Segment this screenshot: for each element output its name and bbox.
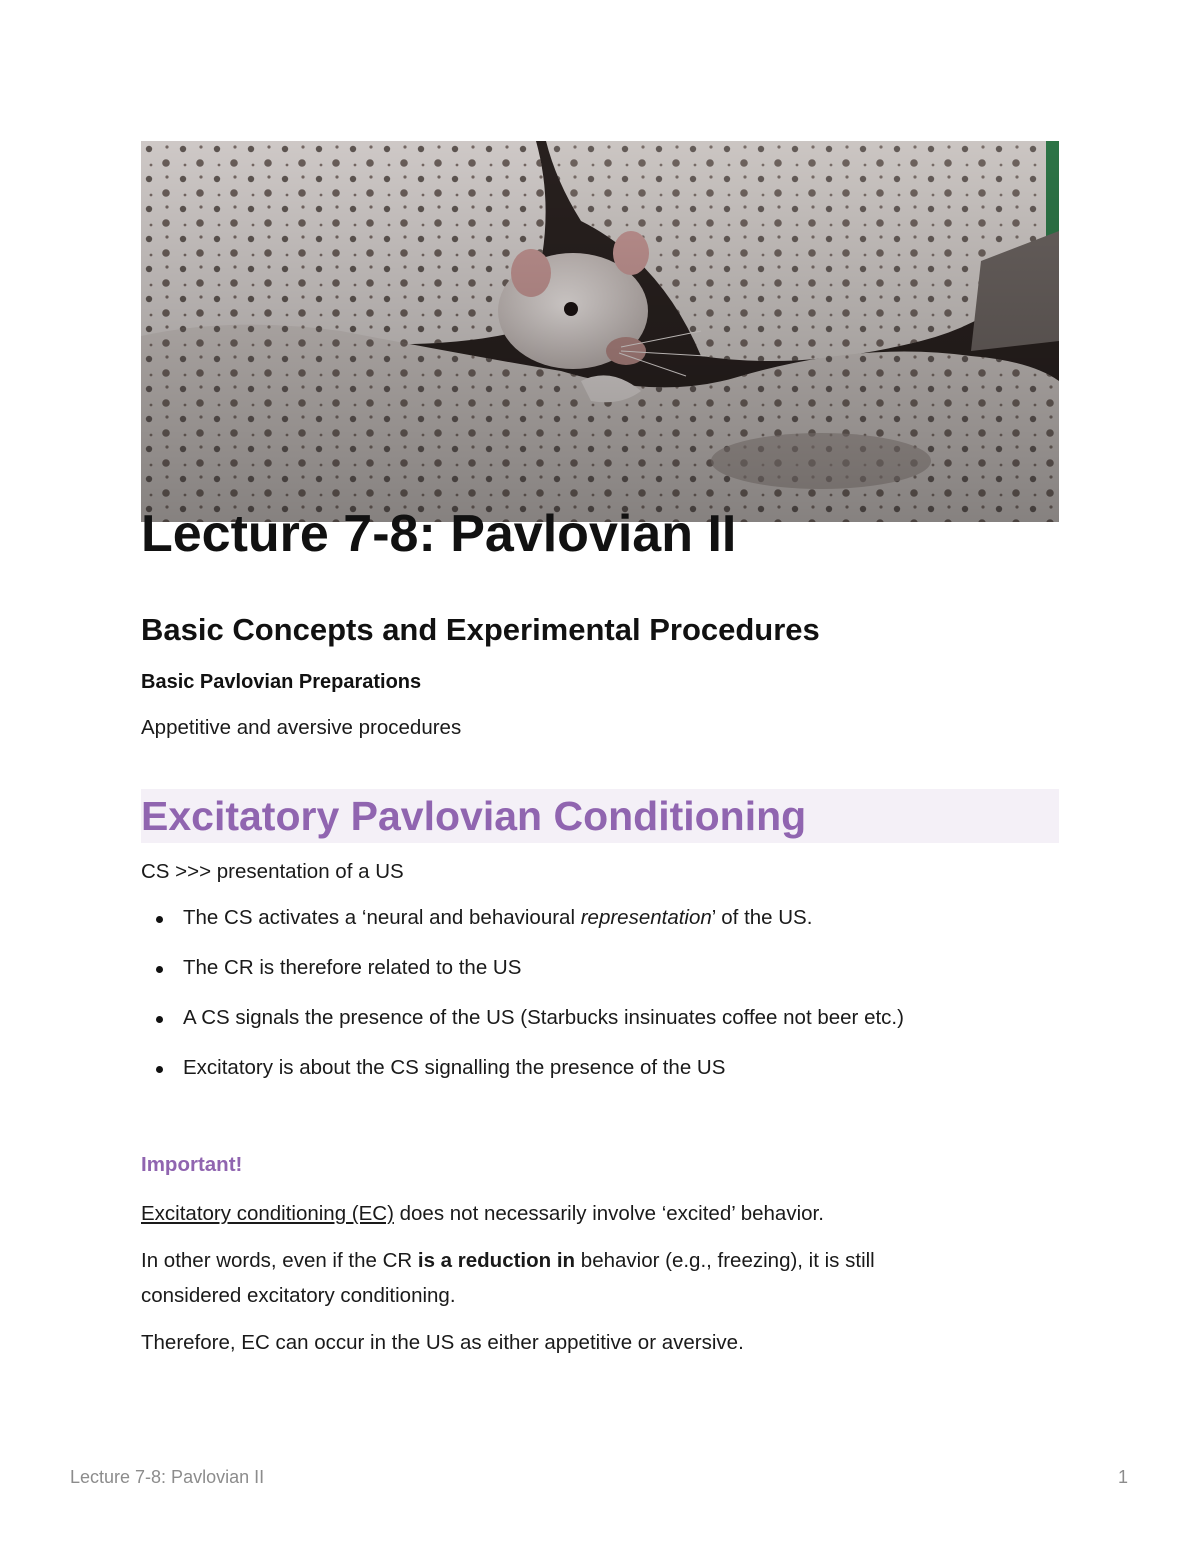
underlined-term: Excitatory conditioning (EC) xyxy=(141,1202,394,1225)
list-item-text: The CR is therefore related to the US xyxy=(183,956,522,979)
callout-label-important: Important! xyxy=(141,1153,243,1176)
section-heading-basic-concepts: Basic Concepts and Experimental Procedures xyxy=(141,612,820,647)
cover-image xyxy=(141,141,1059,522)
bullet-icon xyxy=(156,966,163,973)
list-item-text: Excitatory is about the CS signalling the presence of the US xyxy=(183,1056,726,1079)
bullet-list xyxy=(141,900,1059,1100)
cover-photo-illustration xyxy=(141,141,1059,522)
paragraph-text: behavior (e.g., freezing), it is still xyxy=(575,1249,875,1272)
list-item-text-before: The CS activates a ‘neural and behavioural xyxy=(183,906,581,929)
paragraph-cs-intro: CS >>> presentation of a US xyxy=(141,860,404,883)
footer-title: Lecture 7-8: Pavlovian II xyxy=(70,1467,265,1487)
paragraph-therefore: Therefore, EC can occur in the US as either appetitive or aversive. xyxy=(141,1331,744,1354)
bullet-icon xyxy=(156,916,163,923)
paragraph-procedures: Appetitive and aversive procedures xyxy=(141,716,462,739)
paragraph-text: does not necessarily involve ‘excited’ behavior. xyxy=(393,1202,824,1225)
bullet-icon xyxy=(156,1016,163,1023)
document-title: Lecture 7-8: Pavlovian II xyxy=(141,505,737,563)
page-number: 1 xyxy=(1117,1467,1128,1487)
list-item xyxy=(141,1000,1059,1050)
list-item xyxy=(141,900,1059,950)
list-item-italic: representation xyxy=(580,906,712,929)
list-item-text-after: ’ of the US. xyxy=(711,906,813,929)
list-item-text: A CS signals the presence of the US (Starbucks insinuates coffee not beer etc.) xyxy=(183,1006,904,1029)
bullet-icon xyxy=(156,1066,163,1073)
paragraph-text: considered excitatory conditioning. xyxy=(141,1284,456,1307)
paragraph-ec-definition xyxy=(141,1196,824,1231)
bold-phrase: is a reduction in xyxy=(417,1249,576,1272)
list-item xyxy=(141,950,1059,1000)
paragraph-text: In other words, even if the CR xyxy=(141,1249,418,1272)
subheading-basic-preparations: Basic Pavlovian Preparations xyxy=(141,671,422,693)
list-item xyxy=(141,1050,1059,1100)
section-heading-excitatory: Excitatory Pavlovian Conditioning xyxy=(141,793,807,839)
paragraph-in-other-words xyxy=(141,1243,875,1313)
